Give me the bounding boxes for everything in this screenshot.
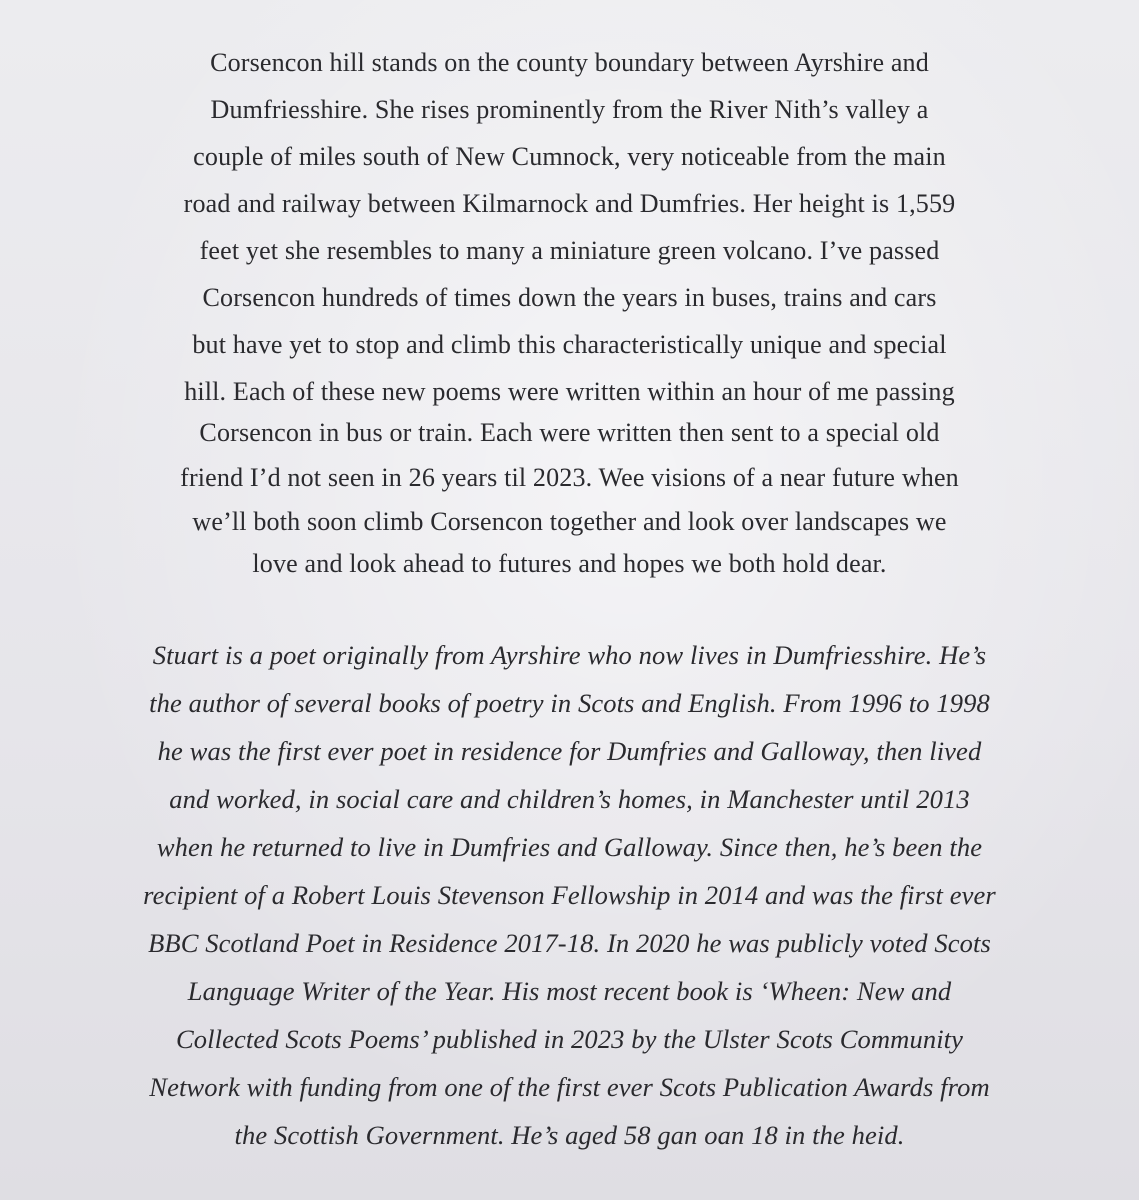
bio-line: the Scottish Government. He’s aged 58 gan oan 18 in the heid. [234, 1120, 905, 1150]
bio-line: Collected Scots Poems’ published in 2023 by the Ulster Scots Community [175, 1024, 964, 1054]
blurb-line: road and railway between Kilmarnock and Dumfries. Her height is 1,559 [183, 189, 956, 218]
bio-line: the author of several books of poetry in Scots and English. From 1996 to 1998 [149, 688, 990, 718]
bio-line: when he returned to live in Dumfries and Galloway. Since then, he’s been the [156, 832, 983, 862]
blurb-line: friend I’d not seen in 26 years til 2023. Wee visions of a near future when [180, 463, 959, 492]
blurb-line: but have yet to stop and climb this characteristically unique and special [192, 330, 947, 359]
blurb-line: love and look ahead to futures and hopes we both hold dear. [252, 549, 887, 578]
bio-line: he was the first ever poet in residence for Dumfries and Galloway, then lived [157, 736, 982, 766]
bio-line: Network with funding from one of the first ever Scots Publication Awards from [149, 1072, 990, 1102]
bio-line: BBC Scotland Poet in Residence 2017-18. In 2020 he was publicly voted Scots [148, 928, 991, 958]
blurb-line: Corsencon in bus or train. Each were written then sent to a special old [199, 418, 940, 447]
blurb-line: Corsencon hundreds of times down the years in buses, trains and cars [202, 283, 937, 312]
blurb-line: hill. Each of these new poems were written within an hour of me passing [184, 377, 955, 406]
bio-line: Stuart is a poet originally from Ayrshire who now lives in Dumfriesshire. He’s [152, 640, 987, 670]
blurb-line: Dumfriesshire. She rises prominently from the River Nith’s valley a [210, 95, 929, 124]
bio-line: Language Writer of the Year. His most recent book is ‘Wheen: New and [187, 976, 952, 1006]
blurb-line: we’ll both soon climb Corsencon together and look over landscapes we [192, 507, 947, 536]
bio-line: and worked, in social care and children’s homes, in Manchester until 2013 [169, 784, 970, 814]
bio-line: recipient of a Robert Louis Stevenson Fellowship in 2014 and was the first ever [143, 880, 996, 910]
blurb-line: couple of miles south of New Cumnock, very noticeable from the main [193, 142, 946, 171]
blurb-line: Corsencon hill stands on the county boundary between Ayrshire and [210, 48, 929, 77]
blurb-line: feet yet she resembles to many a miniature green volcano. I’ve passed [199, 236, 940, 265]
